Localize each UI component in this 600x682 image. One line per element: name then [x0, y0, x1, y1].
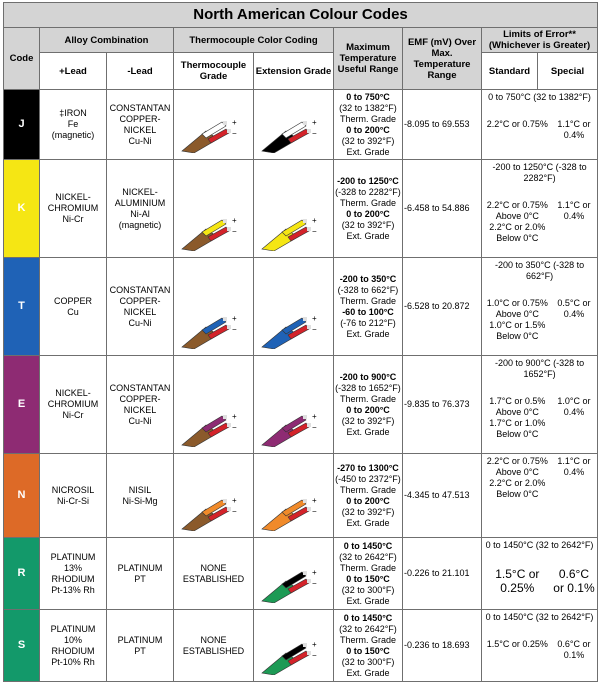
table-row — [4, 90, 598, 160]
minus-sign: − — [232, 325, 237, 334]
text-line: (-328 to 662°F) — [337, 284, 399, 295]
text-line: Ext. Grade — [346, 146, 390, 157]
ext-grade-cell — [254, 160, 334, 258]
text-line: Ni-Si-Mg — [122, 495, 158, 506]
tc-grade-cell — [174, 356, 254, 454]
limit-values — [484, 639, 595, 661]
plus-sign: + — [312, 568, 317, 577]
text-line: Ext. Grade — [346, 230, 390, 241]
plus-lead-cell — [40, 454, 107, 538]
wire-graphic — [180, 411, 238, 447]
limit-standard: 2.2°C or 0.75% Above 0°C 2.2°C or 2.0% Below 0°C — [486, 456, 548, 499]
text-line: Pt-10% Rh — [51, 656, 95, 667]
text-line: CONSTANTAN — [109, 102, 171, 113]
text-line: RHODIUM — [51, 573, 95, 584]
text-line: -60 to 100°C — [342, 306, 394, 317]
limit-special: 0.6°C or 0.1% — [553, 567, 595, 595]
text-line: PLATINUM — [117, 634, 163, 645]
minus-lead-cell — [107, 160, 174, 258]
emf-cell: -0.226 to 21.101 — [403, 538, 482, 610]
wire-graphic — [180, 215, 238, 251]
max-temp-cell — [334, 610, 403, 682]
text-line: Pt-13% Rh — [51, 584, 95, 595]
conductor-minus — [307, 227, 311, 231]
limit-special: 1.1°C or 0.4% — [557, 119, 591, 140]
text-line: CHROMIUM — [47, 203, 99, 213]
text-line: (32 to 1382°F) — [339, 102, 397, 113]
text-line: -200 to 900°C — [339, 371, 397, 382]
text-line: 0 to 750°C — [346, 91, 390, 102]
text-line: Therm. Grade — [339, 393, 397, 404]
text-line: NISIL — [128, 484, 152, 495]
wire-graphic — [180, 313, 238, 349]
limits-cell — [482, 160, 598, 258]
conductor-plus — [223, 219, 227, 223]
limit-range: 0 to 750°C (32 to 1382°F) — [488, 92, 591, 102]
header-ext-grade: Extension Grade — [254, 53, 334, 90]
code-cell: E — [4, 356, 40, 454]
table-row — [4, 538, 598, 610]
text-line: Therm. Grade — [339, 484, 397, 495]
text-line: (32 to 392°F) — [341, 415, 395, 426]
conductor-minus — [227, 227, 231, 231]
text-line: 0 to 150°C — [346, 645, 390, 656]
limit-standard: 1.7°C or 0.5% Above 0°C 1.7°C or 1.0% Below 0°C — [489, 396, 546, 439]
header-limits: Limits of Error** (Whichever is Greater) — [482, 28, 598, 53]
text-line: PLATINUM — [50, 551, 96, 562]
conductor-minus — [307, 129, 311, 133]
tc-grade-cell — [174, 258, 254, 356]
conductor-plus — [303, 643, 307, 647]
text-line: Ext. Grade — [346, 517, 390, 528]
code-cell: R — [4, 538, 40, 610]
wire-graphic — [260, 495, 318, 531]
text-line: 0 to 1450°C — [343, 612, 393, 623]
text-line: NICKEL — [123, 306, 157, 317]
limit-special: 1.0°C or 0.4% — [557, 396, 591, 417]
code-cell: K — [4, 160, 40, 258]
wire-graphic — [260, 215, 318, 251]
limit-values — [484, 567, 595, 595]
wire-graphic — [180, 495, 238, 531]
minus-sign: − — [312, 325, 317, 334]
limit-values — [484, 298, 595, 342]
emf-cell: -4.345 to 47.513 — [403, 454, 482, 538]
text-line: NICKEL- — [55, 192, 91, 202]
conductor-plus — [303, 415, 307, 419]
table-row — [4, 454, 598, 538]
text-line: COPPER- — [119, 295, 161, 306]
limit-special: 0.6°C or 0.1% — [557, 639, 591, 660]
minus-sign: − — [232, 423, 237, 432]
text-line: PT — [134, 645, 146, 656]
tc-grade-cell — [174, 538, 254, 610]
plus-sign: + — [312, 496, 317, 505]
text-line: 10% — [63, 634, 82, 645]
ext-grade-cell — [254, 90, 334, 160]
text-line: CHROMIUM — [47, 399, 99, 409]
text-line: 0 to 200°C — [346, 495, 390, 506]
text-line: 0 to 1450°C — [343, 540, 393, 551]
text-line: Cu-Ni — [128, 317, 152, 328]
minus-sign: − — [232, 129, 237, 138]
conductor-minus — [307, 423, 311, 427]
text-line: RHODIUM — [51, 645, 95, 656]
code-cell: T — [4, 258, 40, 356]
conductor-minus — [227, 507, 231, 511]
text-line: (magnetic) — [118, 219, 162, 230]
text-line: Ext. Grade — [346, 426, 390, 437]
header-special: Special — [538, 53, 598, 90]
ext-grade-cell — [254, 610, 334, 682]
text-line: (-328 to 1652°F) — [335, 382, 401, 393]
limits-cell — [482, 356, 598, 454]
ext-grade-cell — [254, 454, 334, 538]
plus-sign: + — [232, 216, 237, 225]
limits-cell — [482, 538, 598, 610]
limit-standard: 1.5°C or 0.25% — [495, 567, 540, 595]
text-line: (-76 to 212°F) — [340, 317, 396, 328]
text-line: Therm. Grade — [339, 197, 397, 208]
minus-sign: − — [312, 507, 317, 516]
text-line: Ni-Cr-Si — [57, 495, 89, 506]
text-line: 0 to 200°C — [346, 208, 390, 219]
limit-range: 0 to 1450°C (32 to 2642°F) — [485, 612, 594, 622]
text-line: CONSTANTAN — [109, 382, 171, 393]
text-line: Ext. Grade — [346, 595, 390, 606]
minus-sign: − — [312, 129, 317, 138]
header-code: Code — [4, 28, 40, 90]
plus-sign: + — [232, 496, 237, 505]
text-line: 0 to 200°C — [346, 404, 390, 415]
max-temp-cell — [334, 356, 403, 454]
plus-sign: + — [312, 640, 317, 649]
minus-sign: − — [232, 507, 237, 516]
plus-lead-cell — [40, 610, 107, 682]
text-line: NICKEL- — [122, 186, 158, 197]
code-cell: N — [4, 454, 40, 538]
tc-grade-cell — [174, 454, 254, 538]
table-body — [4, 90, 598, 682]
conductor-plus — [223, 415, 227, 419]
text-line: COPPER — [53, 295, 92, 306]
max-temp-cell — [334, 160, 403, 258]
max-temp-cell — [334, 90, 403, 160]
text-line: (32 to 392°F) — [341, 506, 395, 517]
plus-lead-cell — [40, 356, 107, 454]
max-temp-cell — [334, 258, 403, 356]
wire-graphic — [180, 117, 238, 153]
text-line: -200 to 1250°C — [337, 175, 399, 186]
text-line: NICKEL — [123, 404, 157, 415]
table-title: North American Colour Codes — [4, 3, 598, 28]
text-line: 13% — [63, 562, 82, 573]
limit-values — [484, 396, 595, 440]
minus-lead-cell — [107, 356, 174, 454]
plus-lead-cell — [40, 160, 107, 258]
text-line: NONE — [200, 634, 227, 645]
text-line: Ni-Al — [130, 208, 150, 219]
text-line: 0 to 150°C — [346, 573, 390, 584]
conductor-plus — [223, 499, 227, 503]
text-line: ESTABLISHED — [182, 573, 245, 584]
emf-cell: -0.236 to 18.693 — [403, 610, 482, 682]
conductor-minus — [307, 325, 311, 329]
minus-lead-cell — [107, 258, 174, 356]
limit-standard: 2.2°C or 0.75% Above 0°C 2.2°C or 2.0% Below 0°C — [486, 200, 548, 243]
plus-lead-cell — [40, 90, 107, 160]
text-line: Cu-Ni — [128, 135, 152, 146]
text-line: PLATINUM — [117, 562, 163, 573]
text-line: (magnetic) — [51, 130, 95, 140]
limit-standard: 1.0°C or 0.75% Above 0°C 1.0°C or 1.5% Below 0°C — [486, 298, 548, 341]
text-line: PLATINUM — [50, 623, 96, 634]
tc-grade-cell — [174, 160, 254, 258]
minus-lead-cell — [107, 610, 174, 682]
limit-standard: 1.5°C or 0.25% — [486, 639, 548, 649]
conductor-minus — [227, 129, 231, 133]
header-tc-grade: Thermocouple Grade — [174, 53, 254, 90]
minus-lead-cell — [107, 454, 174, 538]
emf-cell: -6.458 to 54.886 — [403, 160, 482, 258]
plus-sign: + — [312, 118, 317, 127]
conductor-plus — [303, 121, 307, 125]
text-line: ‡IRON — [59, 108, 87, 118]
code-cell: J — [4, 90, 40, 160]
text-line: (32 to 392°F) — [341, 135, 395, 146]
text-line: (32 to 300°F) — [341, 656, 395, 667]
text-line: Therm. Grade — [339, 113, 397, 124]
header-standard: Standard — [482, 53, 538, 90]
header-minus-lead: -Lead — [107, 53, 174, 90]
text-line: Ni-Cr — [62, 410, 84, 420]
emf-cell: -8.095 to 69.553 — [403, 90, 482, 160]
header-color-coding: Thermocouple Color Coding — [174, 28, 334, 53]
colour-code-table — [3, 2, 598, 682]
text-line: Ni-Cr — [62, 214, 84, 224]
wire-graphic — [260, 313, 318, 349]
wire-graphic — [260, 411, 318, 447]
limit-values — [484, 119, 595, 141]
table-row — [4, 160, 598, 258]
text-line: Cu — [67, 306, 79, 317]
text-line: NONE — [200, 562, 227, 573]
text-line: -270 to 1300°C — [337, 462, 399, 473]
text-line: (32 to 392°F) — [341, 219, 395, 230]
limit-range: -200 to 350°C (-328 to 662°F) — [494, 260, 585, 281]
plus-sign: + — [232, 314, 237, 323]
limit-range: 0 to 1450°C (32 to 2642°F) — [485, 540, 594, 550]
limits-cell — [482, 454, 598, 538]
text-line: NICROSIL — [51, 484, 95, 495]
conductor-plus — [303, 499, 307, 503]
text-line: PT — [134, 573, 146, 584]
max-temp-cell — [334, 454, 403, 538]
plus-lead-cell — [40, 258, 107, 356]
minus-lead-cell — [107, 538, 174, 610]
limits-cell — [482, 90, 598, 160]
text-line: NICKEL- — [55, 388, 91, 398]
emf-cell: -9.835 to 76.373 — [403, 356, 482, 454]
text-line: ALUMINIUM — [114, 197, 166, 208]
limit-special: 0.5°C or 0.4% — [557, 298, 591, 319]
text-line: (-450 to 2372°F) — [335, 473, 401, 484]
plus-sign: + — [312, 412, 317, 421]
header-alloy: Alloy Combination — [40, 28, 174, 53]
wire-graphic — [260, 117, 318, 153]
minus-lead-cell — [107, 90, 174, 160]
text-line: (32 to 300°F) — [341, 584, 395, 595]
ext-grade-cell — [254, 356, 334, 454]
text-line: Therm. Grade — [339, 562, 397, 573]
text-line: Fe — [67, 119, 79, 129]
text-line: NICKEL — [123, 124, 157, 135]
header-emf: EMF (mV) Over Max. Temperature Range — [403, 28, 482, 90]
tc-grade-cell — [174, 610, 254, 682]
text-line: COPPER- — [119, 113, 161, 124]
text-line: ESTABLISHED — [182, 645, 245, 656]
minus-sign: − — [312, 579, 317, 588]
text-line: Ext. Grade — [346, 328, 390, 339]
limits-cell — [482, 610, 598, 682]
conductor-minus — [227, 325, 231, 329]
text-line: (32 to 2642°F) — [339, 623, 397, 634]
limits-cell — [482, 258, 598, 356]
table-row — [4, 356, 598, 454]
wire-graphic — [260, 567, 318, 603]
limit-special: 1.1°C or 0.4% — [557, 456, 591, 477]
conductor-minus — [307, 651, 311, 655]
tc-grade-cell — [174, 90, 254, 160]
ext-grade-cell — [254, 538, 334, 610]
text-line: Therm. Grade — [339, 295, 397, 306]
text-line: 0 to 200°C — [346, 124, 390, 135]
limit-standard: 2.2°C or 0.75% — [486, 119, 548, 129]
wire-graphic — [260, 639, 318, 675]
conductor-minus — [307, 579, 311, 583]
text-line: (32 to 2642°F) — [339, 551, 397, 562]
text-line: Cu-Ni — [128, 415, 152, 426]
table-row — [4, 258, 598, 356]
limit-values — [484, 456, 595, 500]
plus-lead-cell — [40, 538, 107, 610]
conductor-plus — [303, 219, 307, 223]
minus-sign: − — [312, 423, 317, 432]
text-line: CONSTANTAN — [109, 284, 171, 295]
plus-sign: + — [312, 216, 317, 225]
limit-range: -200 to 900°C (-328 to 1652°F) — [494, 358, 585, 379]
plus-sign: + — [232, 118, 237, 127]
emf-cell: -6.528 to 20.872 — [403, 258, 482, 356]
plus-sign: + — [312, 314, 317, 323]
minus-sign: − — [232, 227, 237, 236]
conductor-plus — [223, 317, 227, 321]
conductor-minus — [227, 423, 231, 427]
table-row — [4, 610, 598, 682]
text-line: COPPER- — [119, 393, 161, 404]
text-line: -200 to 350°C — [339, 273, 397, 284]
limit-values — [484, 200, 595, 244]
max-temp-cell — [334, 538, 403, 610]
code-cell: S — [4, 610, 40, 682]
text-line: (-328 to 2282°F) — [335, 186, 401, 197]
text-line: Therm. Grade — [339, 634, 397, 645]
conductor-plus — [303, 571, 307, 575]
header-plus-lead: +Lead — [40, 53, 107, 90]
conductor-plus — [223, 121, 227, 125]
header-max-temp: Maximum Temperature Useful Range — [334, 28, 403, 90]
text-line: Ext. Grade — [346, 667, 390, 678]
conductor-minus — [307, 507, 311, 511]
limit-special: 1.1°C or 0.4% — [557, 200, 591, 221]
conductor-plus — [303, 317, 307, 321]
limit-range: -200 to 1250°C (-328 to 2282°F) — [492, 162, 587, 183]
minus-sign: − — [312, 227, 317, 236]
minus-sign: − — [312, 651, 317, 660]
ext-grade-cell — [254, 258, 334, 356]
plus-sign: + — [232, 412, 237, 421]
